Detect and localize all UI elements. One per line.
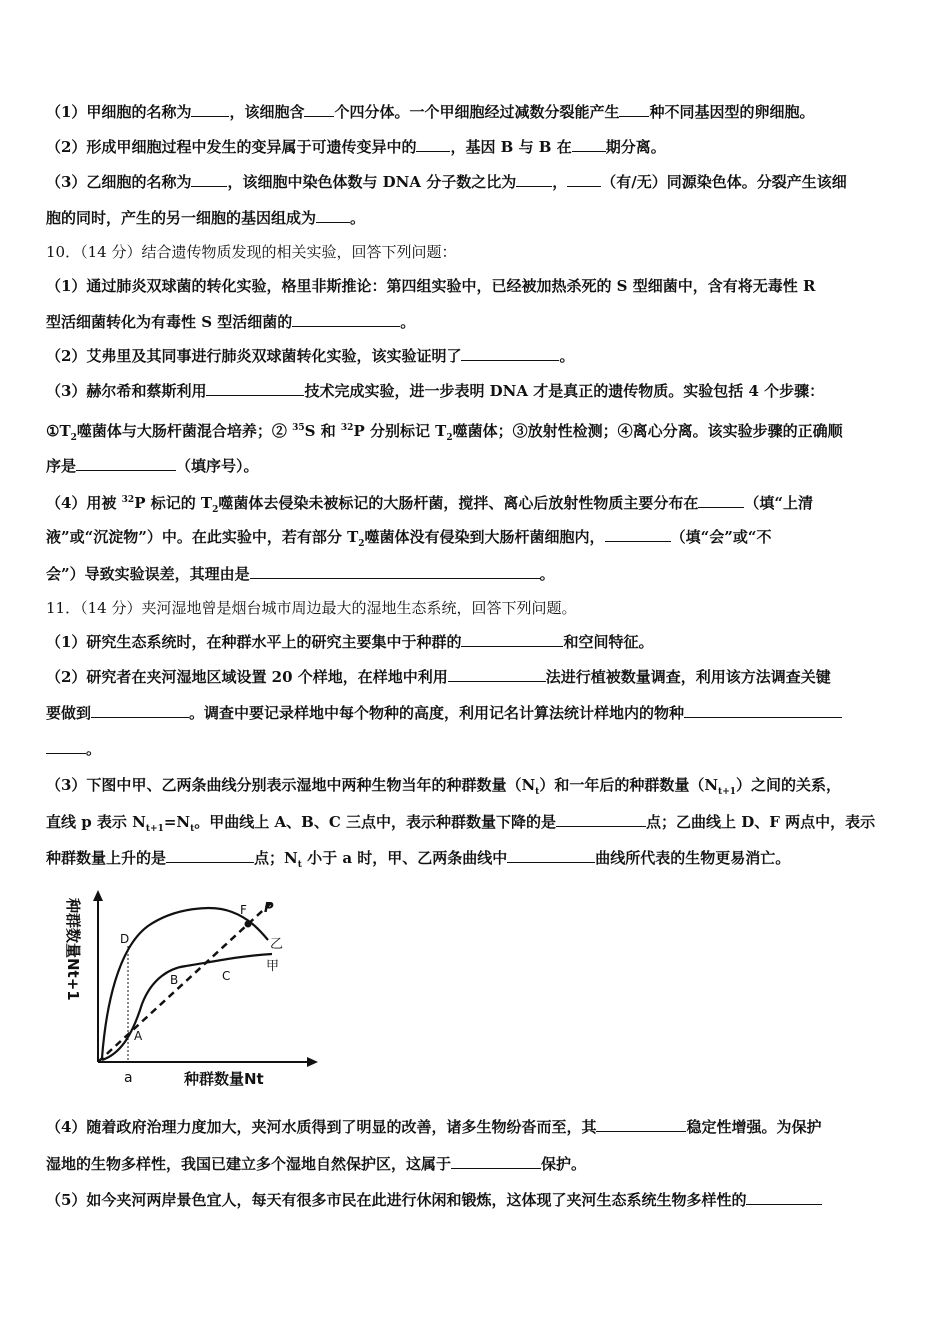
label-b: B [170,973,179,987]
x-axis-label: 种群数量Nt [184,1070,264,1088]
population-curve-figure [62,886,324,1090]
answer-blank[interactable] [596,1117,686,1132]
answer-blank[interactable] [619,102,649,117]
q10-part1: （1）通过肺炎双球菌的转化实验，格里非斯推论：第四组实验中，已经被加热杀死的 S 型细菌中，含有将无毒性 R [46,277,816,295]
q10-part4-cont1: 液”或“沉淀物”）中。在此实验中，若有部分 $T_2$噬菌体没有侵染到大肠杆菌细胞内， （填“会”或“不 [46,528,772,549]
answer-blank[interactable] [191,102,229,117]
answer-blank[interactable] [448,667,546,682]
answer-blank[interactable] [191,172,227,187]
q10-part1-cont: 型活细菌转化为有毒性 S 型活细菌的 。 [46,313,416,331]
point-f-dot [245,921,252,928]
answer-blank[interactable] [684,703,842,718]
answer-blank[interactable] [516,172,552,187]
q11-part2-cont2: 。 [46,739,910,759]
answer-blank[interactable] [746,1190,822,1205]
q11-part3-cont1: 直线 p 表示 $N_{t+1}=N_t$。甲曲线上 A、B、C 三点中，表示种群数量下降的是 点；乙曲线上 D、F 两点中，表示 [46,813,876,834]
label-a-point: A [134,1029,143,1043]
x-axis-arrow [307,1057,318,1067]
answer-blank[interactable] [605,527,671,542]
answer-blank[interactable] [461,346,559,361]
q10-part3-steps: $①T_2$噬菌体与大肠杆菌混合培养；② $^{35}$S 和 $^{32}$P 分别标记 $T_2$噬菌体；③放射性检测；④离心分离。该实验步骤的正确顺 [46,422,843,443]
answer-blank[interactable] [451,1154,541,1169]
q9-part3: （3）乙细胞的名称为 ，该细胞中染色体数与 DNA 分子数之比为 ， （有/无）同源染色体。分裂产生该细 [46,173,847,191]
answer-blank[interactable] [304,102,334,117]
q11-part4: （4）随着政府治理力度加大，夹河水质得到了明显的改善，诸多生物纷沓而至，其 稳定性增强。为保护 [46,1118,822,1136]
q11-part3: （3）下图中甲、乙两条曲线分别表示湿地中两种生物当年的种群数量$(N_t)$和一年后的种群数量$(N_{t+1})$之间的关系， [46,776,842,797]
label-p: P [264,901,274,916]
label-yi: 乙 [270,937,284,952]
answer-blank[interactable] [250,564,540,579]
answer-blank[interactable] [698,493,744,508]
answer-blank[interactable] [316,208,350,223]
answer-blank[interactable] [461,632,563,647]
answer-blank[interactable] [91,703,189,718]
q11-part4-cont: 湿地的生物多样性，我国已建立多个湿地自然保护区，这属于 保护。 [46,1155,587,1173]
answer-blank[interactable] [507,848,595,863]
q10-part3-cont: 序是 （填序号）。 [46,457,259,475]
label-d: D [120,932,130,946]
q9-part2: （2）形成甲细胞过程中发生的变异属于可遗传变异中的 ，基因 B 与 B 在 期分离。 [46,138,666,156]
q9-part1: （1）甲细胞的名称为 ，该细胞含 个四分体。一个甲细胞经过减数分裂能产生 种不同基因型的卵细胞。 [46,103,815,121]
answer-blank[interactable] [567,172,601,187]
answer-blank[interactable] [556,812,646,827]
answer-blank[interactable] [46,739,86,754]
answer-blank[interactable] [292,312,400,327]
q11-part2: （2）研究者在夹河湿地区域设置 20 个样地，在样地中利用 法进行植被数量调查，利用该方法调查关键 [46,668,831,686]
label-jia: 甲 [266,959,280,974]
answer-blank[interactable] [206,381,304,396]
answer-blank[interactable] [416,137,450,152]
answer-blank[interactable] [76,456,176,471]
answer-blank[interactable] [166,848,254,863]
q11-part3-cont2: 种群数量上升的是 点；$N_t$ 小于 a 时，甲、乙两条曲线中 曲线所代表的生物更易消亡。 [46,849,791,870]
label-f: F [240,903,247,917]
q11-part5: （5）如今夹河两岸景色宜人，每天有很多市民在此进行休闲和锻炼，这体现了夹河生态系统生物多样性的 [46,1190,910,1210]
y-axis-label: 种群数量Nt+1 [64,898,82,1001]
q9-part3-cont: 胞的同时，产生的另一细胞的基因组成为 。 [46,209,366,227]
q11-heading: 11．（14 分）夹河湿地曾是烟台城市周边最大的湿地生态系统，回答下列问题。 [46,599,577,617]
x-tick-a: a [124,1070,133,1086]
q10-heading: 10．（14 分）结合遗传物质发现的相关实验，回答下列问题： [46,243,457,261]
q10-part4-cont2: 会”）导致实验误差，其理由是 。 [46,565,555,583]
label-c: C [222,969,231,983]
q10-part3: （3）赫尔希和蔡斯利用 技术完成实验，进一步表明 DNA 才是真正的遗传物质。实验包括 4 个步骤： [46,382,825,400]
q10-part2: （2）艾弗里及其同事进行肺炎双球菌转化实验，该实验证明了 。 [46,347,575,365]
q11-part2-cont: 要做到 。调查中要记录样地中每个物种的高度，利用记名计算法统计样地内的物种 [46,703,910,723]
y-axis-arrow [93,890,103,901]
q11-part1: （1）研究生态系统时，在种群水平上的研究主要集中于种群的 和空间特征。 [46,633,654,651]
q10-part4: （4）用被 $^{32}$P 标记的 $T_2$噬菌体去侵染未被标记的大肠杆菌，搅拌、离心后放射性物质主要分布在 （填“上清 [46,494,814,515]
answer-blank[interactable] [572,137,606,152]
